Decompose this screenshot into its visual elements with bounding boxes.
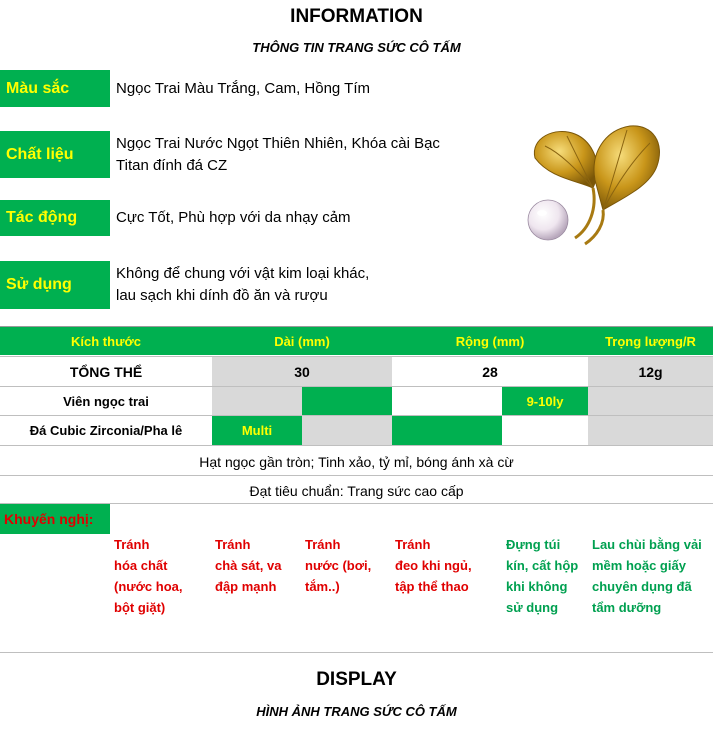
table-cell-overall-weight: 12g xyxy=(588,357,713,386)
rec-line: tắm..) xyxy=(305,579,340,594)
attr-label-color: Màu sắc xyxy=(0,70,110,107)
attr-label-usage: Sử dụng xyxy=(0,261,110,309)
recommendation-cleaning xyxy=(592,534,712,618)
table-cell-overall-width: 28 xyxy=(482,363,498,380)
rec-line: mềm hoặc giấy xyxy=(592,558,686,573)
rec-line: tẩm dưỡng xyxy=(592,600,662,615)
table-line xyxy=(0,445,713,446)
rec-line: nước (bơi, xyxy=(305,558,372,573)
table-row-label-stone: Đá Cubic Zirconia/Pha lê xyxy=(29,423,183,438)
page-subtitle: THÔNG TIN TRANG SỨC CÔ TẤM xyxy=(252,40,461,55)
attr-value-line: Không để chung với vật kim loại khác, xyxy=(116,265,370,282)
rec-line: chuyên dụng đã xyxy=(592,579,692,594)
attr-value-usage xyxy=(116,263,486,307)
table-row-label-pearl: Viên ngọc trai xyxy=(63,393,149,409)
table-cell-pearl-b xyxy=(302,387,392,415)
recommendation-storage xyxy=(506,534,590,618)
attr-label-material: Chất liệu xyxy=(0,131,110,178)
table-line xyxy=(0,475,713,476)
rec-line: kín, cất hộp xyxy=(506,558,579,573)
table-cell-stone-d xyxy=(502,416,588,445)
rec-line: (nước hoa, xyxy=(114,579,183,594)
rec-line: Lau chùi bằng vải xyxy=(592,537,702,552)
page-title: INFORMATION xyxy=(290,6,423,27)
attr-label-effect: Tác động xyxy=(0,200,110,236)
table-cell-stone-type: Multi xyxy=(212,416,302,445)
attr-value-line: Ngọc Trai Nước Ngọt Thiên Nhiên, Khóa cài Bạc xyxy=(116,135,440,152)
rec-line: đeo khi ngủ, xyxy=(395,558,472,573)
recommendation-sleep-sport xyxy=(395,534,501,597)
section-divider xyxy=(0,652,713,653)
attr-value-material xyxy=(116,133,486,177)
note-quality: Hạt ngọc gần tròn; Tinh xảo, tỷ mỉ, bóng ánh xà cừ xyxy=(199,454,514,470)
recommendation-water xyxy=(305,534,393,597)
table-header-weight: Trọng lượng/R xyxy=(605,333,696,349)
table-cell-stone-c xyxy=(392,416,502,445)
rec-line: khi không xyxy=(506,579,568,594)
rec-line: đập mạnh xyxy=(215,579,277,594)
recommendation-impact xyxy=(215,534,305,597)
rec-line: hóa chất xyxy=(114,558,168,573)
table-line xyxy=(0,386,713,387)
rec-line: sử dụng xyxy=(506,600,559,615)
table-cell-pearl-c xyxy=(392,387,502,415)
rec-line: chà sát, va xyxy=(215,558,282,573)
recommendation-label: Khuyến nghị: xyxy=(4,511,94,527)
table-cell-overall-length: 30 xyxy=(212,357,392,386)
rec-line: Tránh xyxy=(114,537,150,552)
attr-value-color xyxy=(116,78,486,100)
table-cell-stone-e xyxy=(588,416,713,445)
table-row-label-overall: TỔNG THỂ xyxy=(69,363,143,380)
rec-line: Tránh xyxy=(305,537,341,552)
table-header-length: Dài (mm) xyxy=(274,333,330,349)
rec-line: Đựng túi xyxy=(506,537,561,552)
table-cell-pearl-e xyxy=(588,387,713,415)
attr-value-line: Titan đính đá CZ xyxy=(116,157,228,174)
rec-line: bột giặt) xyxy=(114,600,166,615)
table-line xyxy=(0,415,713,416)
table-cell-stone-b xyxy=(302,416,392,445)
display-title: DISPLAY xyxy=(316,669,397,690)
rec-line: tập thể thao xyxy=(395,579,469,594)
recommendation-chemicals xyxy=(114,534,212,618)
rec-line: Tránh xyxy=(215,537,251,552)
attr-value-line: Ngọc Trai Màu Trắng, Cam, Hồng Tím xyxy=(116,80,370,97)
attr-value-line: Cực Tốt, Phù hợp với da nhạy cảm xyxy=(116,209,351,226)
rec-line: Tránh xyxy=(395,537,431,552)
table-header-size: Kích thước xyxy=(71,333,141,349)
table-cell-pearl-size: 9-10ly xyxy=(502,387,588,415)
ginkgo-leaf-pearl-brooch-icon xyxy=(505,118,670,268)
attr-value-effect xyxy=(116,207,486,229)
display-subtitle: HÌNH ẢNH TRANG SỨC CÔ TẤM xyxy=(256,704,457,719)
table-header-width: Rộng (mm) xyxy=(455,333,525,349)
table-line xyxy=(0,356,713,357)
table-cell-pearl-a xyxy=(212,387,302,415)
attr-value-line: lau sạch khi dính đồ ăn và rượu xyxy=(116,287,328,304)
note-standard: Đạt tiêu chuẩn: Trang sức cao cấp xyxy=(249,483,464,499)
